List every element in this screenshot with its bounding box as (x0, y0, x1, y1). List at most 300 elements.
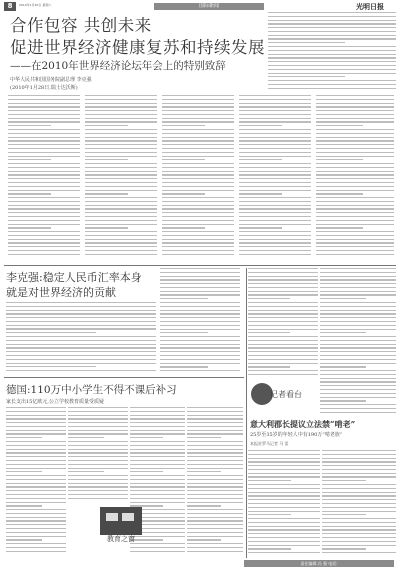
text-line (8, 242, 80, 243)
text-line (8, 250, 80, 251)
text-line (187, 547, 243, 548)
text-line (162, 220, 234, 221)
text-line (316, 156, 394, 157)
text-line (187, 475, 243, 476)
text-line (187, 456, 243, 457)
text-line (85, 220, 157, 221)
text-line (6, 464, 66, 465)
text-line (248, 306, 318, 307)
text-line (130, 494, 185, 495)
text-line (187, 502, 243, 503)
text-line (160, 332, 208, 333)
text-line (316, 129, 394, 130)
page-header (4, 2, 396, 11)
text-line (6, 302, 156, 303)
text-line (8, 190, 80, 191)
text-line (248, 287, 318, 288)
text-line (248, 366, 290, 367)
text-line (239, 144, 311, 145)
text-line (316, 250, 394, 251)
text-line (85, 144, 157, 145)
text-line (6, 494, 66, 495)
text-line (85, 182, 157, 183)
text-line (8, 110, 80, 111)
text-line (160, 283, 240, 284)
text-line (162, 235, 234, 236)
text-line (187, 426, 243, 427)
text-line (160, 291, 240, 292)
text-line (160, 272, 240, 273)
text-line (160, 366, 208, 367)
text-line (239, 133, 311, 134)
text-line (85, 121, 157, 122)
li-body-column (6, 302, 156, 374)
text-line (248, 552, 320, 553)
text-line (187, 509, 243, 510)
text-line (8, 171, 80, 172)
text-line (322, 484, 396, 485)
text-line (6, 313, 156, 314)
text-line (320, 397, 396, 398)
text-line (85, 190, 157, 191)
text-line (6, 524, 66, 525)
text-line (160, 317, 240, 318)
text-line (322, 458, 396, 459)
text-line (68, 498, 128, 499)
text-line (6, 422, 66, 423)
text-line (239, 216, 311, 217)
text-line (248, 545, 320, 546)
text-line (85, 133, 157, 134)
text-line (248, 548, 291, 549)
text-line (239, 110, 311, 111)
text-line (316, 103, 394, 104)
text-line (6, 415, 66, 416)
main-body-column (162, 95, 234, 261)
text-line (162, 190, 234, 191)
text-line (322, 469, 396, 470)
text-line (85, 156, 157, 157)
text-line (316, 125, 363, 126)
li-headline: 李克强:稳定人民币汇率本身 (6, 271, 142, 284)
text-line (6, 306, 156, 307)
text-line (248, 313, 318, 314)
text-line (320, 347, 396, 348)
text-line (248, 344, 318, 345)
text-line (316, 212, 394, 213)
text-line (8, 246, 80, 247)
text-line (68, 415, 128, 416)
text-line (322, 511, 396, 512)
main-body-column (316, 95, 394, 261)
text-line (320, 400, 366, 401)
text-line (187, 498, 243, 499)
text-line (6, 418, 66, 419)
text-line (316, 208, 394, 209)
text-line (239, 167, 311, 168)
text-line (130, 433, 185, 434)
text-line (68, 471, 104, 472)
text-line (268, 23, 396, 24)
text-line (130, 502, 185, 503)
text-line (320, 366, 366, 367)
text-line (248, 374, 318, 375)
text-line (68, 433, 128, 434)
text-line (160, 351, 240, 352)
text-line (85, 110, 157, 111)
text-line (162, 250, 234, 251)
text-line (8, 227, 51, 228)
text-line (248, 359, 318, 360)
text-line (6, 479, 66, 480)
divider (246, 268, 247, 558)
section-title: 国际新闻 (154, 3, 264, 10)
text-line (68, 411, 128, 412)
text-line (320, 291, 396, 292)
li-body-column (160, 268, 240, 374)
text-line (322, 548, 366, 549)
text-line (316, 106, 394, 107)
text-line (68, 475, 128, 476)
text-line (160, 306, 240, 307)
text-line (239, 205, 311, 206)
text-line (316, 110, 394, 111)
text-line (322, 495, 396, 496)
text-line (248, 480, 291, 481)
text-line (322, 529, 396, 530)
main-deck: ——在2010年世界经济论坛年会上的特别致辞 (10, 60, 226, 72)
text-line (85, 129, 157, 130)
text-line (6, 502, 66, 503)
text-line (6, 351, 156, 352)
text-line (160, 347, 240, 348)
text-line (160, 359, 240, 360)
text-line (322, 552, 396, 553)
main-headline: 合作包容 共创未来 (10, 16, 152, 35)
text-line (162, 114, 234, 115)
text-line (248, 488, 320, 489)
text-line (322, 450, 396, 451)
text-line (6, 321, 156, 322)
text-line (85, 239, 157, 240)
text-line (6, 536, 66, 537)
text-line (320, 298, 366, 299)
text-line (322, 454, 396, 455)
text-line (8, 125, 51, 126)
divider (4, 265, 396, 266)
text-line (320, 325, 396, 326)
text-line (8, 231, 80, 232)
text-line (239, 171, 311, 172)
text-line (162, 163, 234, 164)
text-line (8, 174, 80, 175)
text-line (85, 205, 157, 206)
text-line (316, 205, 394, 206)
germany-headline: 德国:110万中小学生不得不课后补习 (6, 384, 177, 396)
text-line (8, 137, 80, 138)
text-line (248, 476, 320, 477)
text-line (248, 450, 320, 451)
text-line (130, 415, 185, 416)
italy-body-column (248, 268, 318, 378)
text-line (130, 460, 185, 461)
text-line (268, 69, 396, 70)
text-line (239, 220, 311, 221)
main-body-column (239, 95, 311, 261)
page-number: 8 (4, 2, 16, 11)
text-line (85, 197, 157, 198)
text-line (160, 294, 240, 295)
text-line (322, 461, 396, 462)
text-line (248, 507, 320, 508)
text-line (268, 38, 396, 39)
text-line (8, 167, 80, 168)
text-line (130, 475, 185, 476)
text-line (162, 99, 234, 100)
text-line (248, 272, 318, 273)
text-line (239, 118, 311, 119)
text-line (6, 551, 66, 552)
text-line (130, 468, 185, 469)
text-line (322, 537, 396, 538)
text-line (316, 224, 394, 225)
text-line (85, 224, 157, 225)
text-line (320, 310, 396, 311)
text-line (316, 193, 363, 194)
text-line (320, 272, 396, 273)
germany-subhead: 家长支出15亿欧元,公立学校教育质量受质疑 (6, 399, 104, 405)
text-line (316, 118, 394, 119)
text-line (187, 528, 243, 529)
text-line (6, 411, 66, 412)
text-line (268, 12, 396, 13)
text-line (85, 227, 128, 228)
text-line (248, 294, 318, 295)
text-line (268, 50, 396, 51)
text-line (8, 103, 80, 104)
text-line (187, 433, 243, 434)
text-line (320, 306, 396, 307)
text-line (162, 144, 234, 145)
text-line (316, 121, 394, 122)
text-line (316, 137, 394, 138)
text-line (268, 65, 396, 66)
text-line (8, 118, 80, 119)
text-line (6, 426, 66, 427)
text-line (248, 268, 318, 269)
main-body-column (8, 95, 80, 261)
text-line (8, 99, 80, 100)
text-line (130, 422, 185, 423)
text-line (316, 201, 394, 202)
text-line (239, 224, 311, 225)
text-line (68, 437, 104, 438)
text-line (248, 351, 318, 352)
text-line (322, 488, 396, 489)
text-line (320, 287, 396, 288)
text-line (68, 441, 128, 442)
main-body-column (85, 95, 157, 261)
text-line (248, 329, 318, 330)
text-line (316, 133, 394, 134)
text-line (68, 422, 128, 423)
text-line (130, 551, 185, 552)
text-line (6, 445, 66, 446)
germany-body-column (187, 407, 243, 557)
text-line (8, 133, 80, 134)
text-line (162, 133, 234, 134)
text-line (268, 76, 345, 77)
text-line (68, 479, 128, 480)
text-line (6, 407, 66, 408)
text-line (162, 148, 234, 149)
text-line (6, 490, 66, 491)
text-line (187, 430, 243, 431)
text-line (187, 490, 243, 491)
text-line (248, 499, 320, 500)
text-line (85, 201, 157, 202)
text-line (130, 498, 185, 499)
reporter-view-logo (248, 380, 304, 408)
text-line (320, 344, 396, 345)
text-line (316, 163, 394, 164)
text-line (85, 242, 157, 243)
text-line (316, 140, 394, 141)
text-line (85, 118, 157, 119)
text-line (248, 347, 318, 348)
text-line (248, 503, 320, 504)
text-line (320, 385, 396, 386)
text-line (68, 426, 128, 427)
text-line (320, 359, 396, 360)
text-line (6, 486, 66, 487)
text-line (162, 178, 234, 179)
text-line (160, 310, 240, 311)
text-line (130, 437, 163, 438)
text-line (248, 461, 320, 462)
text-line (130, 486, 185, 487)
text-line (239, 197, 311, 198)
text-line (160, 321, 240, 322)
text-line (160, 276, 240, 277)
reporter-view-label: 记者看台 (270, 390, 302, 399)
footer-section-bar: 责任编辑:冯 强 电话: (244, 560, 394, 567)
text-line (162, 137, 234, 138)
text-line (268, 31, 396, 32)
text-line (322, 518, 396, 519)
text-line (160, 370, 240, 371)
text-line (130, 426, 185, 427)
text-line (320, 340, 396, 341)
text-line (316, 186, 394, 187)
text-line (85, 231, 157, 232)
germany-body-column (6, 407, 66, 557)
text-line (8, 239, 80, 240)
text-line (68, 486, 128, 487)
text-line (322, 522, 396, 523)
text-line (85, 216, 157, 217)
text-line (85, 174, 157, 175)
text-line (268, 16, 396, 17)
text-line (239, 246, 311, 247)
text-line (187, 494, 243, 495)
text-line (268, 88, 396, 89)
text-line (187, 520, 243, 521)
text-line (322, 526, 396, 527)
text-line (187, 449, 243, 450)
text-line (248, 529, 320, 530)
text-line (239, 99, 311, 100)
text-line (6, 456, 66, 457)
text-line (187, 415, 243, 416)
text-line (162, 182, 234, 183)
italy-body-column (322, 450, 396, 556)
page-footer (4, 560, 396, 568)
text-line (162, 186, 234, 187)
text-line (187, 452, 243, 453)
text-line (162, 231, 234, 232)
text-line (68, 452, 128, 453)
text-line (85, 246, 157, 247)
text-line (6, 366, 96, 367)
text-line (6, 317, 156, 318)
text-line (130, 449, 185, 450)
text-line (6, 441, 66, 442)
text-line (85, 137, 157, 138)
text-line (130, 407, 185, 408)
text-line (239, 121, 311, 122)
text-line (8, 186, 80, 187)
text-line (322, 465, 396, 466)
text-line (248, 473, 320, 474)
text-line (320, 378, 396, 379)
text-line (6, 325, 156, 326)
italy-subhead: 25岁至35岁的年轻人中有190万“啃老族” (250, 432, 343, 438)
text-line (187, 411, 243, 412)
text-line (162, 239, 234, 240)
date-line: 2010年1月30日 星期六 (19, 3, 52, 7)
text-line (6, 528, 66, 529)
text-line (85, 103, 157, 104)
text-line (130, 411, 185, 412)
text-line (160, 329, 240, 330)
text-line (8, 95, 80, 96)
text-line (248, 291, 318, 292)
text-line (6, 340, 156, 341)
text-line (239, 239, 311, 240)
main-dateline: (2010年1月28日,瑞士达沃斯) (10, 85, 78, 91)
text-line (268, 80, 396, 81)
text-line (162, 193, 205, 194)
text-line (8, 197, 80, 198)
text-line (6, 460, 66, 461)
text-line (130, 456, 185, 457)
text-line (68, 494, 128, 495)
text-line (239, 159, 282, 160)
text-line (316, 144, 394, 145)
text-line (248, 465, 320, 466)
text-line (322, 499, 396, 500)
text-line (322, 492, 396, 493)
text-line (322, 503, 396, 504)
text-line (320, 351, 396, 352)
text-line (248, 454, 320, 455)
text-line (68, 418, 128, 419)
text-line (85, 171, 157, 172)
text-line (162, 212, 234, 213)
text-line (320, 279, 396, 280)
text-line (160, 340, 240, 341)
